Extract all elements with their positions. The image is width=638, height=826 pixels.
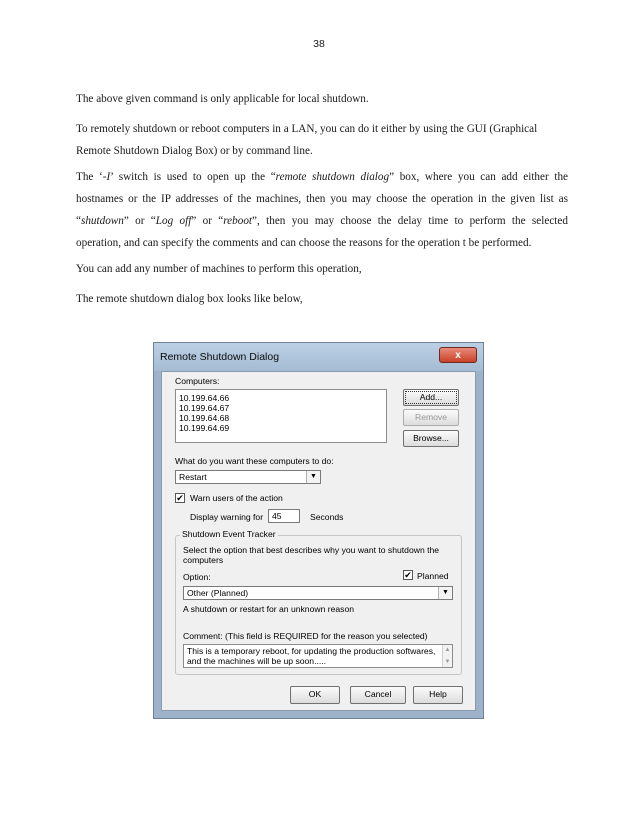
warn-users-label: Warn users of the action (190, 493, 283, 503)
action-selected-value: Restart (179, 472, 207, 482)
text-line: “shutdown” or “Log off” or “reboot”, then you may choose the delay time to perform the selected (76, 215, 568, 227)
chevron-down-icon: ▼ (438, 587, 452, 599)
list-item[interactable]: 10.199.64.66 (179, 393, 230, 403)
option-select[interactable] (183, 586, 453, 600)
text-line: To remotely shutdown or reboot computers in a LAN, you can do it either by using the GUI (Graphical (76, 123, 538, 135)
option-selected-value: Other (Planned) (187, 588, 249, 598)
text-line: operation, and can specify the comments and can choose the reasons for the operation t be performed. (76, 237, 532, 249)
text-line: The above given command is only applicable for local shutdown. (76, 93, 369, 105)
comment-line: and the machines will be up soon..... (187, 656, 327, 666)
computers-list[interactable] (175, 389, 387, 443)
comment-textarea[interactable] (183, 644, 453, 668)
dialog-name: remote shutdown dialog (275, 171, 390, 183)
text-line: Remote Shutdown Dialog Box) or by command line. (76, 145, 313, 157)
cancel-button[interactable]: Cancel (350, 686, 406, 704)
tracker-description: Select the option that best describes why you want to shutdown the (183, 545, 440, 555)
text-line: The remote shutdown dialog box looks like below, (76, 293, 303, 305)
scroll-down-icon[interactable]: ▼ (444, 659, 451, 665)
tracker-title: Shutdown Event Tracker (182, 529, 276, 539)
scroll-up-icon[interactable]: ▲ (444, 647, 451, 653)
display-warning-label: Display warning for (190, 512, 264, 522)
comment-label: Comment: (This field is REQUIRED for the reason you selected) (183, 631, 428, 641)
computers-label: Computers: (175, 376, 220, 386)
remote-shutdown-dialog (154, 343, 483, 718)
warn-users-checkbox[interactable]: ✔ (176, 493, 184, 503)
action-select[interactable] (175, 470, 321, 484)
planned-checkbox[interactable]: ✔ (404, 570, 412, 580)
ok-button[interactable]: OK (290, 686, 340, 704)
browse-button[interactable]: Browse... (403, 430, 459, 447)
paragraph-local-shutdown (76, 88, 568, 110)
dialog-client-area (161, 371, 476, 711)
paragraph-switch-description (76, 166, 568, 254)
paragraph-any-number (76, 258, 568, 280)
dialog-title: Remote Shutdown Dialog (160, 351, 280, 363)
dialog-titlebar[interactable] (154, 343, 483, 371)
option-label: Option: (183, 572, 211, 582)
help-button[interactable]: Help (413, 686, 463, 704)
switch-name: -I (102, 171, 111, 183)
comment-line: This is a temporary reboot, for updating the production softwares, (187, 646, 436, 656)
close-icon: x (455, 350, 461, 361)
seconds-label: Seconds (310, 512, 344, 522)
comment-scrollbar[interactable] (442, 645, 452, 667)
add-button[interactable]: Add... (403, 389, 459, 406)
text-line: The ‘-I’ switch is used to open up the “remote shutdown dialog” box, where you can add either the (76, 171, 569, 183)
op-reboot: reboot (223, 215, 253, 227)
text-line: hostnames or the IP addresses of the machines, then you may choose the operation in the given list as (76, 193, 568, 205)
action-label: What do you want these computers to do: (175, 456, 334, 466)
list-item[interactable]: 10.199.64.67 (179, 403, 230, 413)
warning-seconds-input[interactable]: 45 (268, 509, 300, 523)
paragraph-remote-shutdown (76, 118, 568, 162)
op-shutdown: shutdown (80, 215, 124, 227)
paragraph-dialog-intro (76, 288, 568, 310)
list-item[interactable]: 10.199.64.68 (179, 413, 230, 423)
text-line: You can add any number of machines to perform this operation, (76, 263, 362, 275)
chevron-down-icon: ▼ (306, 471, 320, 483)
close-button[interactable] (439, 347, 477, 363)
reason-description: A shutdown or restart for an unknown reason (183, 604, 355, 614)
remove-button[interactable]: Remove (403, 409, 459, 426)
op-logoff: Log off (155, 215, 192, 227)
planned-label: Planned (417, 571, 449, 581)
list-item[interactable]: 10.199.64.69 (179, 423, 230, 433)
page-number: 38 (313, 38, 325, 50)
tracker-description: computers (183, 555, 224, 565)
